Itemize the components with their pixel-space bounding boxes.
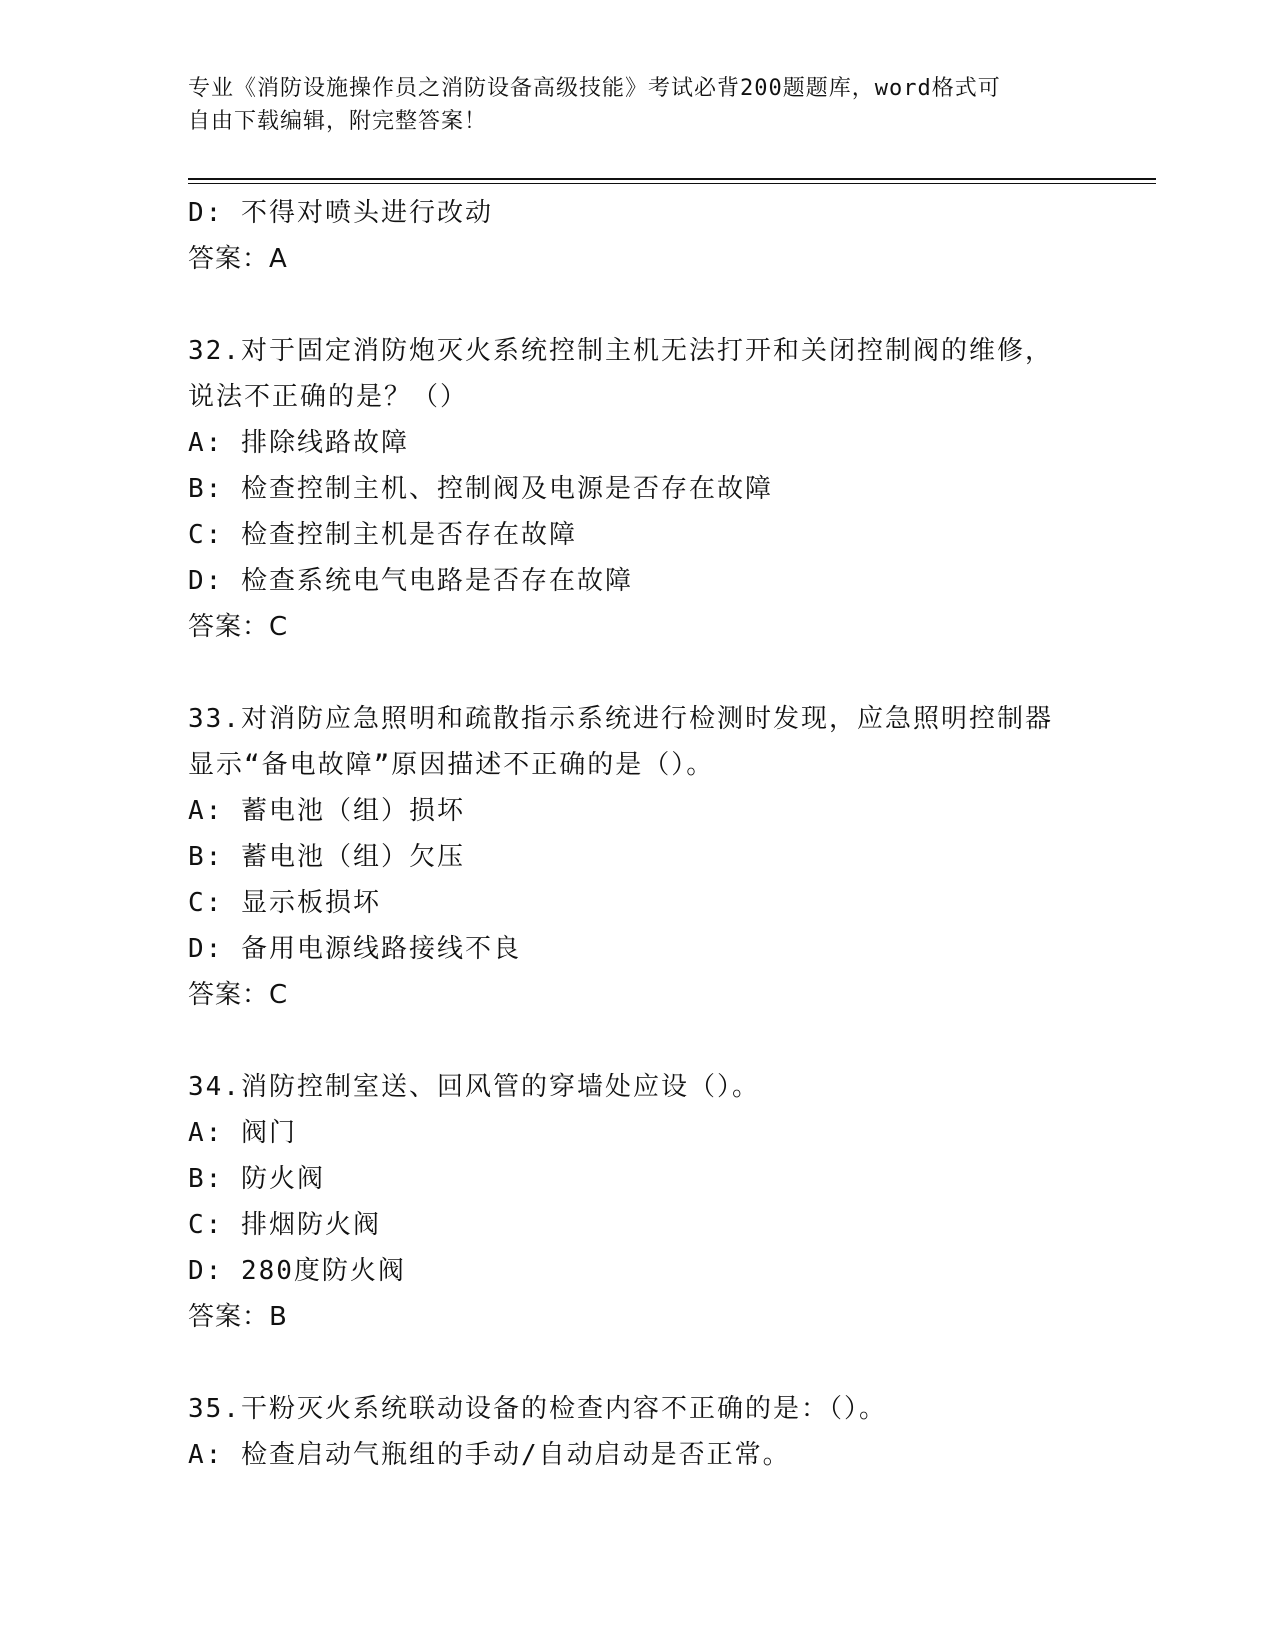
spacer — [188, 282, 1148, 328]
q33-option-d: D: 备用电源线路接线不良 — [188, 934, 521, 964]
q34-option-d: D: 280度防火阀 — [188, 1256, 406, 1286]
q33-answer: 答案：C — [188, 980, 289, 1010]
q32-option-c: C: 检查控制主机是否存在故障 — [188, 520, 577, 550]
document-header — [188, 72, 1088, 138]
q32-stem-line-1: 32.对于固定消防炮灭火系统控制主机无法打开和关闭控制阀的维修， — [188, 336, 1053, 366]
question-content — [188, 190, 1148, 1478]
q33-stem-line-2: 显示“备电故障”原因描述不正确的是（）。 — [188, 750, 715, 780]
q34-option-b: B: 防火阀 — [188, 1164, 325, 1194]
spacer — [188, 1340, 1148, 1386]
q32-option-b: B: 检查控制主机、控制阀及电源是否存在故障 — [188, 474, 773, 504]
q34-stem-line-1: 34.消防控制室送、回风管的穿墙处应设（）。 — [188, 1072, 760, 1102]
header-line-2: 自由下载编辑，附完整答案！ — [188, 109, 488, 134]
header-divider-thin — [188, 183, 1156, 184]
q32-stem-line-2: 说法不正确的是？（） — [188, 382, 469, 412]
q33-option-c: C: 显示板损坏 — [188, 888, 381, 918]
prev-answer: 答案：A — [188, 244, 288, 274]
q34-option-c: C: 排烟防火阀 — [188, 1210, 381, 1240]
q33-stem-line-1: 33.对消防应急照明和疏散指示系统进行检测时发现，应急照明控制器 — [188, 704, 1053, 734]
q34-answer: 答案：B — [188, 1302, 288, 1332]
prev-option-d: D: 不得对喷头进行改动 — [188, 198, 493, 228]
q33-option-b: B: 蓄电池（组）欠压 — [188, 842, 465, 872]
spacer — [188, 1018, 1148, 1064]
q32-option-d: D: 检查系统电气电路是否存在故障 — [188, 566, 633, 596]
header-line-1: 专业《消防设施操作员之消防设备高级技能》考试必背200题题库，word格式可 — [188, 76, 1001, 101]
q34-option-a: A: 阀门 — [188, 1118, 297, 1148]
q33-option-a: A: 蓄电池（组）损坏 — [188, 796, 465, 826]
q35-option-a: A: 检查启动气瓶组的手动/自动启动是否正常。 — [188, 1440, 791, 1470]
header-divider-thick — [188, 178, 1156, 180]
q35-stem-line-1: 35.干粉灭火系统联动设备的检查内容不正确的是：（）。 — [188, 1394, 887, 1424]
spacer — [188, 650, 1148, 696]
q32-option-a: A: 排除线路故障 — [188, 428, 409, 458]
q32-answer: 答案：C — [188, 612, 289, 642]
